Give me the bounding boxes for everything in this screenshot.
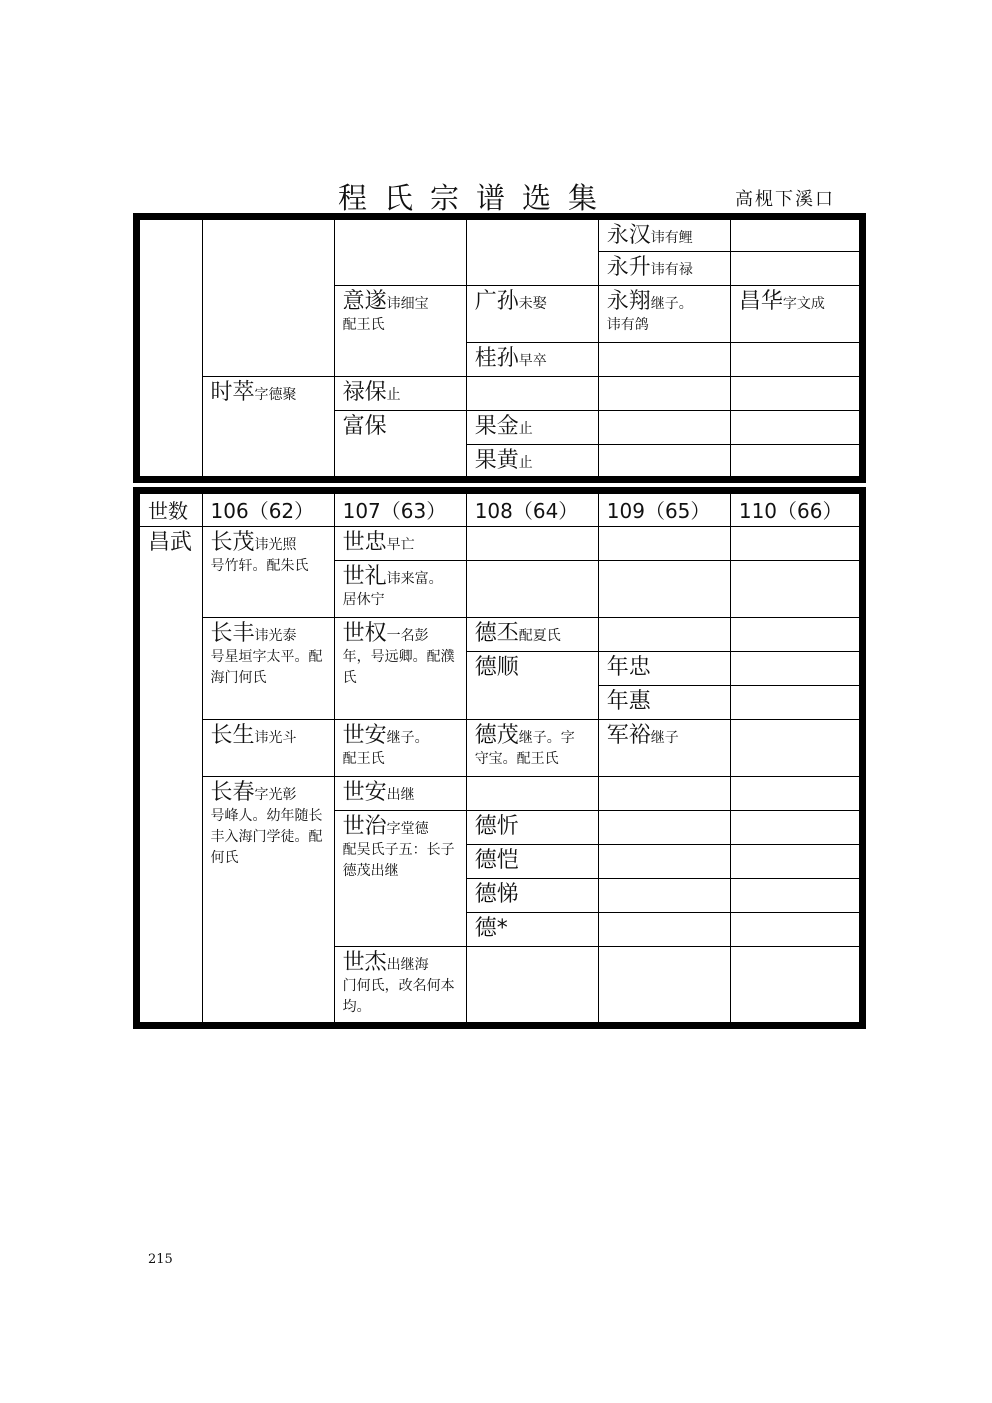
gen-cell <box>598 343 730 377</box>
person-cell: 德* <box>466 913 598 947</box>
gen-cell <box>730 686 862 720</box>
gen-cell <box>730 343 862 377</box>
person-cell: 时萃字德聚 <box>202 377 334 480</box>
gen-cell <box>598 845 730 879</box>
person-cell: 军裕继子 <box>598 720 730 777</box>
person-cell: 富保 <box>334 411 466 480</box>
gen-cell <box>730 527 862 561</box>
person-cell: 年惠 <box>598 686 730 720</box>
header-cell: 108（64） <box>466 491 598 527</box>
table-row <box>137 217 863 252</box>
gen-cell <box>598 913 730 947</box>
table-row <box>137 618 863 652</box>
person-cell: 世礼讳来富。 居休宁 <box>334 561 466 618</box>
person-cell: 长生讳光斗 <box>202 720 334 777</box>
table-row <box>137 777 863 811</box>
gen-cell <box>466 947 598 1026</box>
header-cell: 107（63） <box>334 491 466 527</box>
gen-cell <box>598 411 730 445</box>
header-cell: 106（62） <box>202 491 334 527</box>
person-cell: 果金止 <box>466 411 598 445</box>
person-cell: 德丕配夏氏 <box>466 618 598 652</box>
gen-cell <box>598 777 730 811</box>
person-cell: 永升讳有禄 <box>598 252 730 286</box>
person-cell: 长茂讳光照 号竹轩。配朱氏 <box>202 527 334 618</box>
person-cell: 永翔继子。 讳有鸽 <box>598 286 730 343</box>
gen-cell <box>730 252 862 286</box>
gen-cell <box>730 445 862 480</box>
gen-cell <box>598 445 730 480</box>
gen-cell <box>598 811 730 845</box>
genealogy-table-bottom <box>133 487 866 1029</box>
document-title: 程氏宗谱选集 <box>338 181 615 215</box>
gen-cell <box>598 879 730 913</box>
gen-cell <box>730 879 862 913</box>
gen-cell <box>730 947 862 1026</box>
person-cell: 禄保止 <box>334 377 466 411</box>
gen-cell <box>202 217 334 377</box>
branch-cell: 昌武 <box>137 527 203 1026</box>
person-cell: 长春字光彰 号峰人。幼年随长丰入海门学徒。配何氏 <box>202 777 334 1026</box>
gen-cell <box>730 913 862 947</box>
genealogy-table-top <box>133 213 866 483</box>
person-cell: 长丰讳光泰 号星垣字太平。配海门何氏 <box>202 618 334 720</box>
gen-cell <box>730 720 862 777</box>
table-row <box>137 527 863 561</box>
gen-cell <box>598 947 730 1026</box>
gen-cell <box>466 777 598 811</box>
header-row <box>137 491 863 527</box>
table-row <box>137 377 863 411</box>
person-cell: 桂孙早卒 <box>466 343 598 377</box>
gen-cell <box>730 217 862 252</box>
person-cell: 德顺 <box>466 652 598 720</box>
person-cell: 世忠早亡 <box>334 527 466 561</box>
person-cell: 德悌 <box>466 879 598 913</box>
gen-cell <box>730 411 862 445</box>
gen-cell <box>137 217 203 480</box>
gen-cell <box>730 845 862 879</box>
gen-cell <box>598 561 730 618</box>
gen-cell <box>730 777 862 811</box>
gen-cell <box>730 377 862 411</box>
place-name: 高枧下溪口 <box>735 189 835 210</box>
gen-cell <box>730 561 862 618</box>
gen-cell <box>598 527 730 561</box>
gen-cell <box>598 377 730 411</box>
person-cell: 永汉讳有鲤 <box>598 217 730 252</box>
gen-cell <box>466 527 598 561</box>
person-cell: 昌华字文成 <box>730 286 862 343</box>
person-cell: 意遂讳细宝 配王氏 <box>334 286 466 377</box>
gen-cell <box>730 618 862 652</box>
person-cell: 德恺 <box>466 845 598 879</box>
person-cell: 广孙未娶 <box>466 286 598 343</box>
table-row <box>137 720 863 777</box>
header-cell: 109（65） <box>598 491 730 527</box>
person-cell: 世安出继 <box>334 777 466 811</box>
gen-cell <box>466 561 598 618</box>
gen-cell <box>334 217 466 286</box>
person-cell: 世杰出继海 门何氏，改名何本均。 <box>334 947 466 1026</box>
header-cell: 110（66） <box>730 491 862 527</box>
gen-cell <box>730 811 862 845</box>
gen-cell <box>466 377 598 411</box>
gen-cell <box>730 652 862 686</box>
page-number: 215 <box>148 1252 173 1267</box>
person-cell: 德茂继子。字 守宝。配王氏 <box>466 720 598 777</box>
person-cell: 世安继子。 配王氏 <box>334 720 466 777</box>
gen-cell <box>598 618 730 652</box>
person-cell: 果黄止 <box>466 445 598 480</box>
header-cell: 世数 <box>137 491 203 527</box>
gen-cell <box>466 217 598 286</box>
person-cell: 世治字堂德 配吴氏子五：长子德茂出继 <box>334 811 466 947</box>
person-cell: 德忻 <box>466 811 598 845</box>
person-cell: 世权一名彭 年，号远卿。配濮氏 <box>334 618 466 720</box>
person-cell: 年忠 <box>598 652 730 686</box>
